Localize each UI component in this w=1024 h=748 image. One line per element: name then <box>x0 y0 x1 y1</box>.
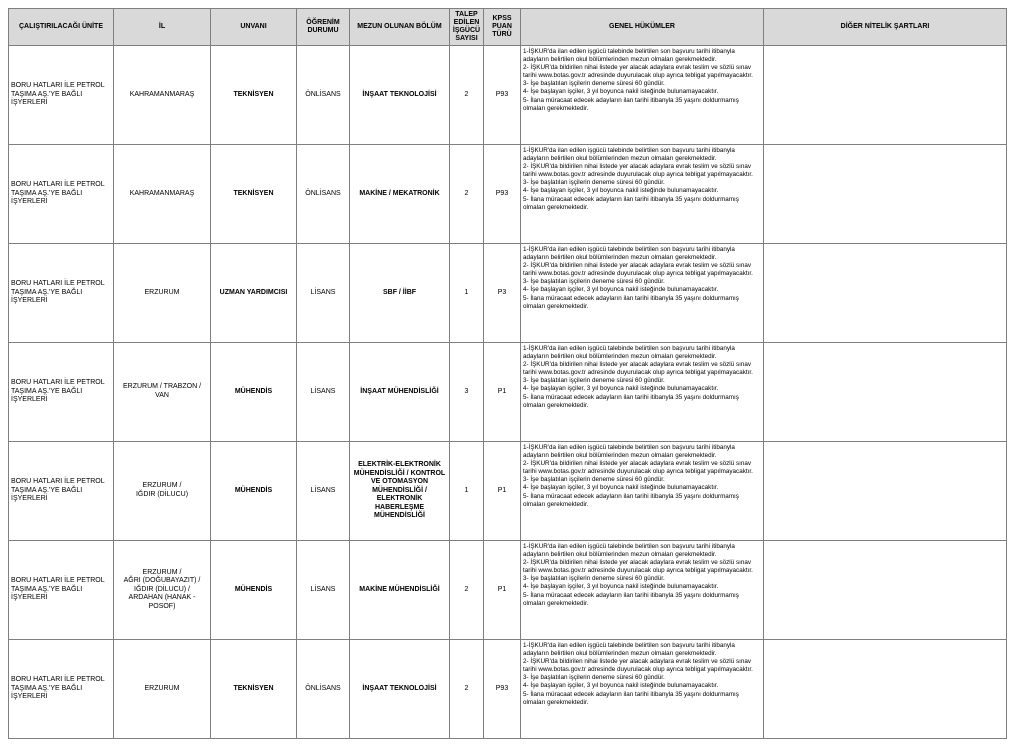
cell-talep: 2 <box>450 145 484 244</box>
header-il: İL <box>114 9 211 46</box>
cell-unit: BORU HATLARI İLE PETROL TAŞIMA AŞ.'YE BAĞLI İŞYERLERİ <box>9 244 114 343</box>
cell-talep: 2 <box>450 640 484 739</box>
cell-ogrenim: ÖNLİSANS <box>297 145 350 244</box>
cell-unvan: UZMAN YARDIMCISI <box>211 244 297 343</box>
cell-bolum: İNŞAAT TEKNOLOJİSİ <box>350 46 450 145</box>
header-talep: TALEP EDİLEN İŞGÜCÜ SAYISI <box>450 9 484 46</box>
cell-ogrenim: LİSANS <box>297 442 350 541</box>
cell-bolum: SBF / İİBF <box>350 244 450 343</box>
cell-diger <box>764 541 1007 640</box>
table-body <box>9 46 1007 739</box>
cell-kpss: P93 <box>484 145 521 244</box>
cell-unit: BORU HATLARI İLE PETROL TAŞIMA AŞ.'YE BAĞLI İŞYERLERİ <box>9 442 114 541</box>
cell-diger <box>764 244 1007 343</box>
cell-genel: 1-İŞKUR'da ilan edilen işgücü talebinde belirtilen son başvuru tarihi itibanyla adayların belirtilen okul bölümlerinden mezun olmaları gerekmektedir. 2- İŞKUR'da bildirilen nihai listede yer alacak adaylara evrak teslim ve sözlü sınav tarihi www.botas.gov.tr adresinde duyurulacak olup ayrıca tebligat yapılmayacaktır. 3- İşe başlatılan işçilerin deneme süresi 60 gündür. 4- İşe başlayan işçiler, 3 yıl boyunca nakil isteğinde bulunamayacaktır. 5- İlana müracaat edecek adayların ilan tarihi itibanyla 35 yaşını doldurmamış olmaları gerekmektedir. <box>521 244 764 343</box>
cell-diger <box>764 343 1007 442</box>
header-unit: ÇALIŞTIRILACAĞI ÜNİTE <box>9 9 114 46</box>
header-bolum: MEZUN OLUNAN BÖLÜM <box>350 9 450 46</box>
cell-il: KAHRAMANMARAŞ <box>114 46 211 145</box>
cell-talep: 1 <box>450 244 484 343</box>
cell-unit: BORU HATLARI İLE PETROL TAŞIMA AŞ.'YE BAĞLI İŞYERLERİ <box>9 145 114 244</box>
cell-unvan: TEKNİSYEN <box>211 145 297 244</box>
cell-genel: 1-İŞKUR'da ilan edilen işgücü talebinde belirtilen son başvuru tarihi itibanyla adayların belirtilen okul bölümlerinden mezun olmaları gerekmektedir. 2- İŞKUR'da bildirilen nihai listede yer alacak adaylara evrak teslim ve sözlü sınav tarihi www.botas.gov.tr adresinde duyurulacak olup ayrıca tebligat yapılmayacaktır. 3- İşe başlatılan işçilerin deneme süresi 60 gündür. 4- İşe başlayan işçiler, 3 yıl boyunca nakil isteğinde bulunamayacaktır. 5- İlana müracaat edecek adayların ilan tarihi itibanyla 35 yaşını doldurmamış olmaları gerekmektedir. <box>521 343 764 442</box>
cell-genel: 1-İŞKUR'da ilan edilen işgücü talebinde belirtilen son başvuru tarihi itibanyla adayların belirtilen okul bölümlerinden mezun olmaları gerekmektedir. 2- İŞKUR'da bildirilen nihai listede yer alacak adaylara evrak teslim ve sözlü sınav tarihi www.botas.gov.tr adresinde duyurulacak olup ayrıca tebligat yapılmayacaktır. 3- İşe başlatılan işçilerin deneme süresi 60 gündür. 4- İşe başlayan işçiler, 3 yıl boyunca nakil isteğinde bulunamayacaktır. 5- İlana müracaat edecek adayların ilan tarihi itibanyla 35 yaşını doldurmamış olmaları gerekmektedir. <box>521 541 764 640</box>
cell-unvan: MÜHENDİS <box>211 442 297 541</box>
cell-unit: BORU HATLARI İLE PETROL TAŞIMA AŞ.'YE BAĞLI İŞYERLERİ <box>9 343 114 442</box>
cell-unit: BORU HATLARI İLE PETROL TAŞIMA AŞ.'YE BAĞLI İŞYERLERİ <box>9 541 114 640</box>
cell-genel: 1-İŞKUR'da ilan edilen işgücü talebinde belirtilen son başvuru tarihi itibanyla adayların belirtilen okul bölümlerinden mezun olmaları gerekmektedir. 2- İŞKUR'da bildirilen nihai listede yer alacak adaylara evrak teslim ve sözlü sınav tarihi www.botas.gov.tr adresinde duyurulacak olup ayrıca tebligat yapılmayacaktır. 3- İşe başlatılan işçilerin deneme süresi 60 gündür. 4- İşe başlayan işçiler, 3 yıl boyunca nakil isteğinde bulunamayacaktır. 5- İlana müracaat edecek adayların ilan tarihi itibanyla 35 yaşını doldurmamış olmaları gerekmektedir. <box>521 145 764 244</box>
cell-unvan: TEKNİSYEN <box>211 640 297 739</box>
cell-unit: BORU HATLARI İLE PETROL TAŞIMA AŞ.'YE BAĞLI İŞYERLERİ <box>9 640 114 739</box>
cell-il: ERZURUM / TRABZON / VAN <box>114 343 211 442</box>
table-row <box>9 640 1007 739</box>
cell-il: ERZURUM / IĞDIR (DİLUCU) <box>114 442 211 541</box>
table-row <box>9 541 1007 640</box>
header-ogrenim: ÖĞRENİM DURUMU <box>297 9 350 46</box>
cell-bolum: MAKİNE MÜHENDİSLİĞİ <box>350 541 450 640</box>
cell-diger <box>764 640 1007 739</box>
job-listing-table-wrapper <box>8 8 1007 739</box>
cell-bolum: ELEKTRİK-ELEKTRONİK MÜHENDİSLİĞİ / KONTROL VE OTOMASYON MÜHENDİSLİĞİ / ELEKTRONİK HABERLEŞME MÜHENDİSLİĞİ <box>350 442 450 541</box>
cell-il: ERZURUM / AĞRI (DOĞUBAYAZIT) / IĞDIR (DİLUCU) / ARDAHAN (HANAK - POSOF) <box>114 541 211 640</box>
cell-kpss: P93 <box>484 640 521 739</box>
header-unvan: UNVANI <box>211 9 297 46</box>
cell-genel: 1-İŞKUR'da ilan edilen işgücü talebinde belirtilen son başvuru tarihi itibanyla adayların belirtilen okul bölümlerinden mezun olmaları gerekmektedir. 2- İŞKUR'da bildirilen nihai listede yer alacak adaylara evrak teslim ve sözlü sınav tarihi www.botas.gov.tr adresinde duyurulacak olup ayrıca tebligat yapılmayacaktır. 3- İşe başlatılan işçilerin deneme süresi 60 gündür. 4- İşe başlayan işçiler, 3 yıl boyunca nakil isteğinde bulunamayacaktır. 5- İlana müracaat edecek adayların ilan tarihi itibanyla 35 yaşını doldurmamış olmaları gerekmektedir. <box>521 46 764 145</box>
cell-talep: 1 <box>450 442 484 541</box>
cell-kpss: P93 <box>484 46 521 145</box>
cell-talep: 3 <box>450 343 484 442</box>
cell-genel: 1-İŞKUR'da ilan edilen işgücü talebinde belirtilen son başvuru tarihi itibanyla adayların belirtilen okul bölümlerinden mezun olmaları gerekmektedir. 2- İŞKUR'da bildirilen nihai listede yer alacak adaylara evrak teslim ve sözlü sınav tarihi www.botas.gov.tr adresinde duyurulacak olup ayrıca tebligat yapılmayacaktır. 3- İşe başlatılan işçilerin deneme süresi 60 gündür. 4- İşe başlayan işçiler, 3 yıl boyunca nakil isteğinde bulunamayacaktır. 5- İlana müracaat edecek adayların ilan tarihi itibanyla 35 yaşını doldurmamış olmaları gerekmektedir. <box>521 640 764 739</box>
cell-bolum: MAKİNE / MEKATRONİK <box>350 145 450 244</box>
table-row <box>9 145 1007 244</box>
cell-ogrenim: LİSANS <box>297 244 350 343</box>
table-header-row <box>9 9 1007 46</box>
header-kpss: KPSS PUAN TÜRÜ <box>484 9 521 46</box>
table-row <box>9 442 1007 541</box>
cell-kpss: P1 <box>484 541 521 640</box>
cell-unit: BORU HATLARI İLE PETROL TAŞIMA AŞ.'YE BAĞLI İŞYERLERİ <box>9 46 114 145</box>
header-genel: GENEL HÜKÜMLER <box>521 9 764 46</box>
cell-diger <box>764 442 1007 541</box>
cell-talep: 2 <box>450 46 484 145</box>
cell-il: ERZURUM <box>114 640 211 739</box>
cell-kpss: P1 <box>484 343 521 442</box>
table-row <box>9 244 1007 343</box>
cell-ogrenim: LİSANS <box>297 541 350 640</box>
cell-diger <box>764 145 1007 244</box>
cell-il: KAHRAMANMARAŞ <box>114 145 211 244</box>
cell-bolum: İNŞAAT MÜHENDİSLİĞİ <box>350 343 450 442</box>
cell-ogrenim: LİSANS <box>297 343 350 442</box>
cell-genel: 1-İŞKUR'da ilan edilen işgücü talebinde belirtilen son başvuru tarihi itibanyla adayların belirtilen okul bölümlerinden mezun olmaları gerekmektedir. 2- İŞKUR'da bildirilen nihai listede yer alacak adaylara evrak teslim ve sözlü sınav tarihi www.botas.gov.tr adresinde duyurulacak olup ayrıca tebligat yapılmayacaktır. 3- İşe başlatılan işçilerin deneme süresi 60 gündür. 4- İşe başlayan işçiler, 3 yıl boyunca nakil isteğinde bulunamayacaktır. 5- İlana müracaat edecek adayların ilan tarihi itibanyla 35 yaşını doldurmamış olmaları gerekmektedir. <box>521 442 764 541</box>
cell-unvan: MÜHENDİS <box>211 343 297 442</box>
cell-kpss: P1 <box>484 442 521 541</box>
job-listing-table <box>8 8 1007 739</box>
cell-il: ERZURUM <box>114 244 211 343</box>
header-diger: DİĞER NİTELİK ŞARTLARI <box>764 9 1007 46</box>
cell-kpss: P3 <box>484 244 521 343</box>
cell-ogrenim: ÖNLİSANS <box>297 46 350 145</box>
cell-talep: 2 <box>450 541 484 640</box>
table-row <box>9 343 1007 442</box>
cell-ogrenim: ÖNLİSANS <box>297 640 350 739</box>
cell-unvan: MÜHENDİS <box>211 541 297 640</box>
table-row <box>9 46 1007 145</box>
cell-bolum: İNŞAAT TEKNOLOJİSİ <box>350 640 450 739</box>
cell-diger <box>764 46 1007 145</box>
cell-unvan: TEKNİSYEN <box>211 46 297 145</box>
